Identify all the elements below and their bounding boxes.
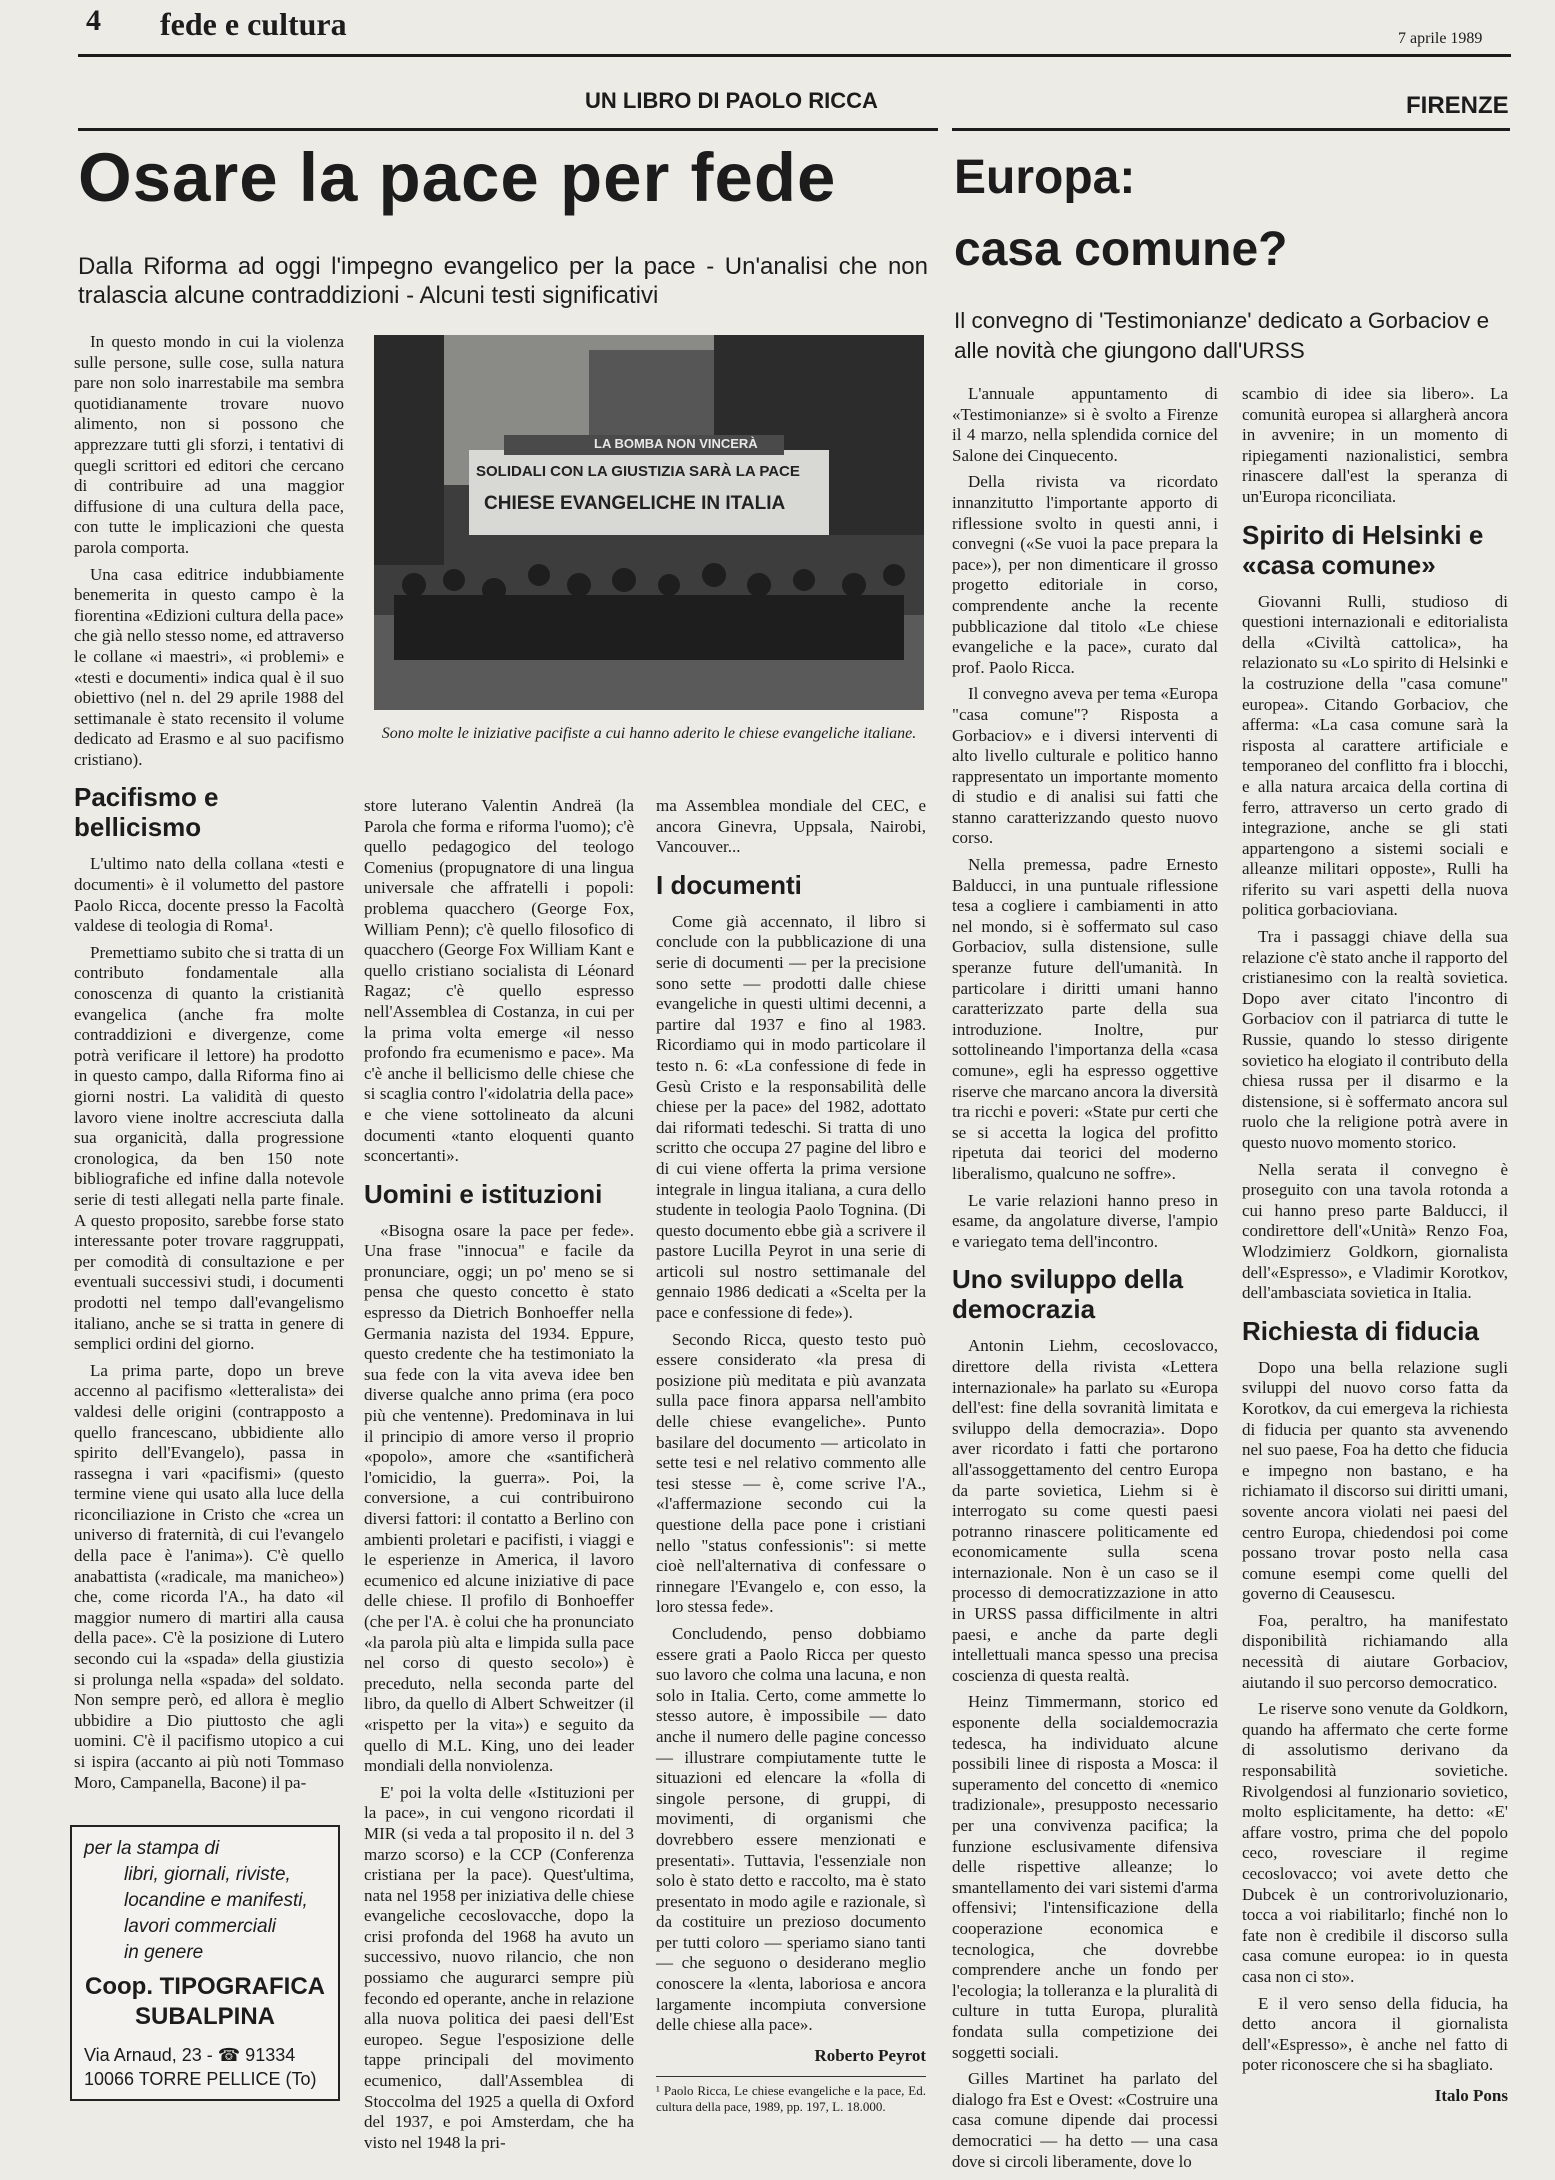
subheading-sviluppo: Uno sviluppo della democrazia xyxy=(952,1264,1184,1325)
ad-city: 10066 TORRE PELLICE (To) xyxy=(84,2069,317,2089)
ad-line-3: locandine e manifesti, xyxy=(124,1890,308,1911)
paragraph: L'annuale appuntamento di «Testimonianze» si è svolto a Firenze il 4 marzo, nella splendida cornice del Salone dei Cinquecento. xyxy=(952,384,1218,465)
photo-caption: Sono molte le iniziative pacifiste a cui hanno aderito le chiese evangeliche italiane. xyxy=(381,725,917,742)
left-kicker-rule xyxy=(78,128,938,131)
paragraph: scambio di idee sia libero». La comunità europea si allargherà ancora in avvenire; in un momento di ripiegamenti nazionalistici, sembra rinascere dall'est la speranza di un'Europa riconciliata. xyxy=(1242,384,1508,506)
paragraph: E' poi la volta delle «Istituzioni per la pace», in cui vengono ricordati il MIR (si veda a tal proposito il n. del 3 marzo scorso) e la CCP (Conferenza cristiana per la pace). Quest'ultima, nata nel 1958 per iniziativa delle chiese evangeliche cecoslovacche, dopo la crisi profonda del 1968 ha avuto un successivo, nuovo rilancio, che non possiamo che augurarci sempre più fecondo ed operante, anche in relazione alla nuova politica dei paesi dell'Est europeo. Segue l'esposizione delle tappe principali del movimento ecumenico, dall'Assemblea di Stoccolma del 1925 a quella di Oxford del 1937, e poi Amsterdam, che ha visto nel 1948 la pri- xyxy=(364,1782,634,2152)
paragraph: Antonin Liehm, cecoslovacco, direttore della rivista «Lettera internazionale» ha parlato su «Europa dell'est: fine della sovranità limitata e sviluppo della democrazia». Dopo aver ricordato i fatti che portarono all'assoggettamento del centro Europa da parte sovietica, Liehm si è interrogato su come questi paesi potranno rinascere politicamente ed economicamente sulla scena internazionale. Non è un caso se il processo di democratizzazione in atto in URSS passa difficilmente in altri paesi, e anche da parte degli intellettuali manca spesso una precisa coscienza di questa realtà. xyxy=(952,1336,1218,1685)
section-title: fede e cultura xyxy=(160,6,347,42)
paragraph: Gilles Martinet ha parlato del dialogo fra Est e Ovest: «Costruire una casa comune dipende dai processi democratici — ha detto — una casa dove si circoli liberamente, dove lo xyxy=(952,2069,1218,2171)
footnote: ¹ Paolo Ricca, Le chiese evangeliche e la pace, Ed. cultura della pace, 1989, pp. 197, L. 18.000. xyxy=(656,2083,926,2115)
demonstration-photo xyxy=(374,335,924,710)
author-signature: Italo Pons xyxy=(1434,2085,1508,2105)
paragraph: L'ultimo nato della collana «testi e documenti» è il volumetto del pastore Paolo Ricca, docente presso la Facoltà valdese di teologia di Roma¹. xyxy=(74,854,344,936)
ad-company-1: Coop. TIPOGRAFICA xyxy=(85,1973,325,2000)
issue-date: 7 aprile 1989 xyxy=(1398,30,1483,47)
left-column-2 xyxy=(364,796,634,2152)
paragraph: Secondo Ricca, questo testo può essere considerato «la presa di posizione più meditata e più avanzata sulla pace finora apparsa nell'ambito delle chiese evangeliche». Punto basilare del documento — articolato in sette tesi e nel relativo commento alle tesi stesse — è, come scrive l'A., «l'affermazione secondo cui la questione della pace pone i cristiani nello "status confessionis": si mette cioè nell'alternativa di confessare o rinnegare l'Evangelo e, con esso, la loro stessa fede». xyxy=(656,1329,926,1617)
left-column-3 xyxy=(656,796,926,2115)
paragraph: Dopo una bella relazione sugli sviluppi del nuovo corso fatta da Korotkov, da cui emergeva la richiesta di fiducia per quanto sta avvenendo nel suo paese, Foa ha detto che fiducia e impegno non bastano, e ha richiamato il discorso sui diritti umani, sovente ancora violati nei paesi del centro Europa, chiedendosi poi come possano trovar posto nella casa comune esempi come quelli del governo di Ceausescu. xyxy=(1242,1357,1508,1604)
photo-banner-line2: CHIESE EVANGELICHE IN ITALIA xyxy=(484,493,786,514)
printer-ad xyxy=(70,1825,340,2101)
footnote-block xyxy=(656,2076,926,2115)
paragraph: Della rivista va ricordato innanzitutto l'importante apporto di riflessione svolto in questi anni, i convegni («Se vuoi la pace prepara la pace»), per non dimenticare il grosso progetto editoriale in corso, comprendente anche la recente pubblicazione dal titolo «Le chiese evangeliche e la pace», curato dal prof. Paolo Ricca. xyxy=(952,472,1218,677)
right-headline-line2: casa comune? xyxy=(954,223,1288,276)
paragraph: In questo mondo in cui la violenza sulle persone, sulle cose, sulla natura pare non solo inarrestabile ma sembra quotidianamente trovare nuovo alimento, non si possono che apprezzare tutti gli sforzi, i tentativi di quegli scrittori ed editori che cercano di contribuire ad una maggior diffusione di una cultura della pace, con tutte le implicazioni che questa parola comporta. xyxy=(74,332,344,557)
paragraph: La prima parte, dopo un breve accenno al pacifismo «letteralista» dei valdesi delle origini (contrapposto a quello francescano, ubbidiente allo spirito dell'Evangelo), passa in rassegna i vari «pacifismi» (questo termine viene qui usato alla luce della riconciliazione in Cristo che «crea un universo di fraternità, di cui l'evangelo della pace è l'anima»). C'è quello anabattista («radicale, ma manicheo») che, come ricorda l'A., ha dato «il maggior numero di martiri alla causa della pace». C'è la posizione di Lutero secondo cui la «spada» della giustizia si prolunga nella «spada» del soldato. Non sempre però, ed allora è meglio ubbidire a Dio piuttosto che agli uomini. C'è il pacifismo utopico a cui si ispira (accanto ai più noti Tommaso Moro, Campanella, Bacone) il pa- xyxy=(74,1360,344,1792)
paragraph: Heinz Timmermann, storico ed esponente della socialdemocrazia tedesca, ha individuato alcune possibili linee di risposta a Mosca: il superamento del concetto di «nemico tradizionale», presupposto necessario per una convivenza pacifica; la funzione esclusivamente difensiva delle rispettive alleanze; lo smantellamento dei vari sistemi d'arma offensivi; l'intensificazione della cooperazione economica e tecnologica, che dovrebbe comprendere anche un fondo per l'ecologia; la tolleranza e la pluralità di culture in tutta Europa, pluralità fondata sulla competizione dei soggetti sociali. xyxy=(952,1692,1218,2062)
right-column-1 xyxy=(952,384,1218,2171)
photo-banner-line1: SOLIDALI CON LA GIUSTIZIA SARÀ LA PACE xyxy=(476,463,800,480)
ad-line-5: in genere xyxy=(124,1942,204,1963)
paragraph: Concludendo, penso dobbiamo essere grati a Paolo Ricca per questo suo lavoro che colma una lacuna, e non solo in Italia. Certo, come ammette lo stesso autore, è impossibile — dato anche il numero delle pagine concesso — illustrare compiutamente tutte le situazioni ed elencare la «folla di singole persone, di gruppi, di movimenti, di organismi che dovrebbero essere menzionati e presentati». Tuttavia, l'essenziale non solo è stato detto e raccolto, ma è stato presentato in modo agile e razionale, sì da costituire un prezioso documento per tutti coloro — speriamo siano tanti — che seguono o desiderano meglio conoscere la «lenta, laboriosa e ancora largamente incompiuta conversione delle chiese alla pace». xyxy=(656,1623,926,2035)
right-column-2 xyxy=(1242,384,1508,2144)
left-headline: Osare la pace per fede xyxy=(78,139,837,216)
right-kicker: FIRENZE xyxy=(1406,92,1509,119)
ad-line-4: lavori commerciali xyxy=(124,1916,277,1937)
paragraph: ma Assemblea mondiale del CEC, e ancora Ginevra, Uppsala, Nairobi, Vancouver... xyxy=(656,796,926,857)
photo-illustration xyxy=(374,335,924,710)
paragraph: Le riserve sono venute da Goldkorn, quando ha affermato che certe forme di assolutismo derivano da responsabilità sovietiche. Rivolgendosi al funzionario sovietico, molto esplicitamente, ha detto: «E' affare vostro, prima che del popolo ceco, rovesciare il regime cecoslovacco; voi avete detto che Dubcek è un controrivoluzionario, tocca a voi riabilitarlo; finché non lo fate non è credibile il discorso sulla casa comune europea: io in questa casa non ci sto». xyxy=(1242,1699,1508,1986)
subheading-pacifismo: Pacifismo e bellicismo xyxy=(74,782,219,843)
paragraph: «Bisogna osare la pace per fede». Una frase "innocua" e facile da pronunciare, oggi; un po' meno se si pensa che questo concetto è stato espresso da Dietrich Bonhoeffer nella Germania nazista del 1934. Eppure, questo credente che ha testimoniato la sua fede con la vita aveva idee ben diverse qualche anno prima (era poco più che ventenne). Predominava in lui il principio di amore verso il proprio «popolo», amore che «santificherà l'omicidio, la guerra». Poi, la conversione, a cui contribuirono diversi fattori: il contatto a Berlino con ambienti proletari e pacifisti, i viaggi e le esperienze in America, il lavoro ecumenico ed alcune iniziative di pace delle chiese. Il profilo di Bonhoeffer (che per l'A. è colui che ha pronunciato «la parola più alta e limpida sulla pace nel corso di questo secolo») è preceduto, nella seconda parte del libro, da quello di Albert Schweitzer (il «rispetto per la vita») e seguito da quello di M.L. King, uno dei leader mondiali della nonviolenza. xyxy=(364,1220,634,1776)
subheading-fiducia: Richiesta di fiducia xyxy=(1242,1315,1479,1346)
header-rule xyxy=(78,54,1511,57)
paragraph: Foa, peraltro, ha manifestato disponibilità richiamando alla necessità di aiutare Gorbaciov, aiutando il suo percorso democratico. xyxy=(1242,1610,1508,1692)
subheading-helsinki: Spirito di Helsinki e «casa comune» xyxy=(1242,519,1484,580)
ad-address: Via Arnaud, 23 - ☎ 91334 xyxy=(84,2045,296,2065)
subheading-uomini: Uomini e istituzioni xyxy=(364,1178,603,1209)
paragraph: Le varie relazioni hanno preso in esame, da angolature diverse, l'ampio e variegato tema dell'incontro. xyxy=(952,1190,1218,1251)
page-number: 4 xyxy=(86,4,101,37)
paragraph: Premettiamo subito che si tratta di un contributo fondamentale alla conoscenza di quanto la cristianità evangelica (anche fra molte contraddizioni e divergenze, come potrà verificare il lettore) ha prodotto in questo campo, dalla Riforma fino ai giorni nostri. La validità di questo lavoro viene inoltre accresciuta dalla sua organicità, dalla progressione cronologica, da ben 150 note bibliografiche ed infine dalla notevole serie di testi allegati nella parte finale. A questo proposito, sarebbe forse stato interessante poter trovare raggruppati, per comodità di consultazione e per eventuali successivi studi, i documenti prodotti nel tempo dall'evangelismo italiano, anche se si tratta in genere di semplici ordini del giorno. xyxy=(74,942,345,1354)
paragraph: E il vero senso della fiducia, ha detto ancora il giornalista dell'«Espresso», è anche nel fatto di poter riconoscere che si ha sbagliato. xyxy=(1242,1993,1508,2075)
paragraph: Il convegno aveva per tema «Europa "casa comune"? Risposta a Gorbaciov» e i diversi interventi di alto livello culturale e politico hanno rappresentato un importante momento di studio e di analisi sui fatti che stanno caratterizzando questo nuovo corso. xyxy=(952,684,1218,848)
right-headline-line1: Europa: xyxy=(954,151,1136,204)
paragraph: Giovanni Rulli, studioso di questioni internazionali e editorialista della «Civiltà cattolica», ha relazionato su «Lo spirito di Helsinki e la costruzione della "casa comune" europea». Citando Gorbaciov, che afferma: «La casa comune sarà la risposta al carattere artificiale e temporaneo del conflitto fra i blocchi, e alla natura arcaica della cortina di ferro, attraverso un certo grado di integrazione, anche se gli stati appartengono a sistemi sociali e alleanze militari opposte», Rulli ha riferito su vari aspetti della nuova politica gorbacioviana. xyxy=(1242,591,1508,920)
left-kicker: UN LIBRO DI PAOLO RICCA xyxy=(585,88,878,113)
paragraph: Nella serata il convegno è proseguito con una tavola rotonda a cui hanno preso parte Balducci, il condirettore dell'«Unità» Renzo Foa, Wlodzimierz Goldkorn, giornalista dell'«Espresso», e Vladimir Korotkov, dell'ambasciata sovietica in Italia. xyxy=(1242,1159,1508,1303)
subheading-documenti: I documenti xyxy=(656,869,802,900)
ad-line-1: per la stampa di xyxy=(84,1838,220,1859)
right-subhead: Il convegno di 'Testimonianze' dedicato a Gorbaciov e alle novità che giungono dall'URSS xyxy=(954,308,1490,363)
left-subhead: Dalla Riforma ad oggi l'impegno evangelico per la pace - Un'analisi che non tralascia alcune contraddizioni - Alcuni testi significativi xyxy=(78,253,928,309)
paragraph: Tra i passaggi chiave della sua relazione c'è stato anche il rapporto del cristianesimo con la realtà sovietica. Dopo aver citato l'incontro di Gorbaciov con il patriarca di tutte le Russie, quando lo stesso dirigente sovietico ha elogiato il contributo della chiesa russa per il disarmo e la distensione, si è soffermato ancora sul ruolo che la religione potrà avere in questo nuovo momento storico. xyxy=(1242,927,1508,1152)
author-signature: Roberto Peyrot xyxy=(814,2045,926,2065)
ad-company-2: SUBALPINA xyxy=(134,2003,275,2030)
paragraph: store luterano Valentin Andreä (la Parola che forma e riforma l'uomo); c'è quello pedagogico del teologo Comenius (propugnatore di una lingua universale che affratelli i popoli: problema quacchero (George Fox, William Penn); c'è quello filosofico di quacchero (George Fox William Kant e quello cristiano socialista di Léonard Ragaz; c'è quello espresso nell'Assemblea di Costanza, in cui per la prima volta emerge «il nesso profondo fra ecumenismo e pace». Ma c'è anche il bellicismo delle chiese che si scaglia contro l'«idolatria della pace» e che viene sottolineato da alcuni documenti «tanto eloquenti quanto sconcertanti». xyxy=(364,796,634,1166)
paragraph: Nella premessa, padre Ernesto Balducci, in una puntuale riflessione tesa a cogliere i cambiamenti in atto nel mondo, si è soffermato sul caso Gorbaciov, sulla distensione, sulle speranze future dell'umanità. In particolare i diritti umani hanno caratterizzato parte della sua introduzione. Inoltre, pur sottolineando l'importanza della «casa comune», egli ha espresso oggettive riserve che marcano ancora la diversità tra ricchi e poveri: «State pur certi che se si accetta la logica del profitto ripetuta dai teorici del moderno liberalismo, qualcuno ne soffre». xyxy=(952,855,1218,1183)
left-column-1 xyxy=(74,332,344,1792)
photo-banner-top: LA BOMBA NON VINCERÀ xyxy=(594,436,758,451)
paragraph: Come già accennato, il libro si conclude con la pubblicazione di una serie di documenti — per la precisione sono sette — prodotti dalle chiese evangeliche in questi ultimi decenni, a partire dal 1937 e fino al 1983. Ricordiamo qui in modo particolare il testo n. 6: «La confessione di fede in Gesù Cristo e la responsabilità delle chiese per la pace» del 1982, adottato dai riformati tedeschi. Si tratta di uno scritto che occupa 27 pagine del libro e di cui viene offerta la prima versione integrale in lingua italiana, a cura dello studente in teologia Paolo Tognina. (Di questo documento ebbe già a scrivere il pastore Lucilla Peyrot in una serie di articoli sul nostro settimanale del gennaio 1986 dedicati a «Scelta per la pace e confessione di fede»). xyxy=(656,911,926,1323)
paragraph: Una casa editrice indubbiamente benemerita in questo campo è la fiorentina «Edizioni cultura della pace» che già nello stesso nome, ed attraverso le collane «i maestri», «i problemi» e «testi e documenti» indica qual è il suo obiettivo (nel n. del 29 aprile 1988 del settimanale è stato recensito il volume dedicato ad Erasmo e al suo pacifismo cristiano). xyxy=(74,564,344,769)
right-kicker-rule xyxy=(952,128,1510,131)
ad-line-2: libri, giornali, riviste, xyxy=(124,1864,291,1885)
